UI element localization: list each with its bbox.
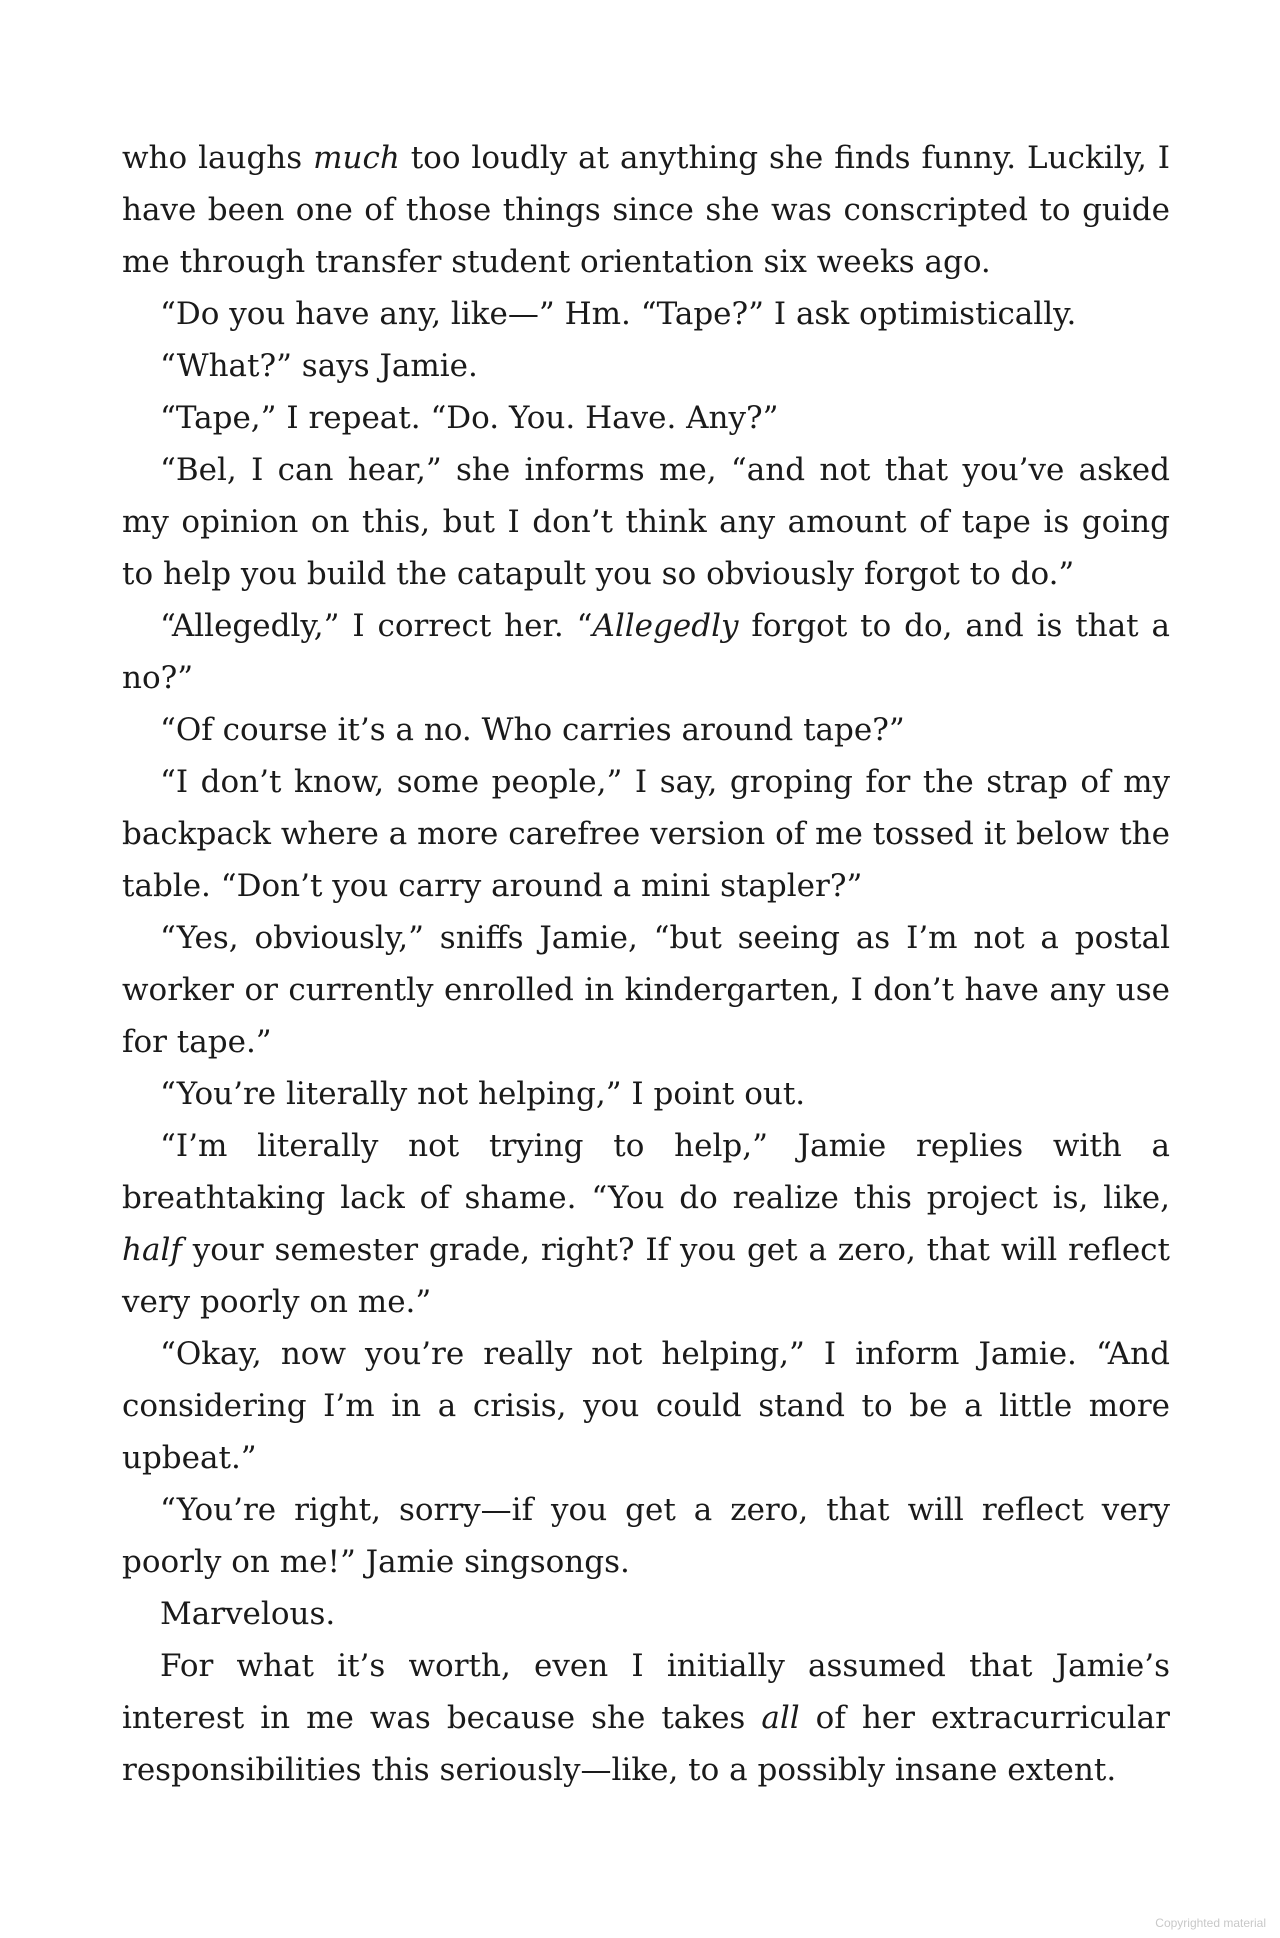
text-run: “I don’t know, some people,” I say, groping for the strap of my backpack where a more carefree version of me tossed it below the table. “Don’t you carry around a mini stapler?” bbox=[122, 764, 1170, 904]
italic-text: half bbox=[122, 1232, 182, 1268]
paragraph bbox=[122, 756, 1170, 912]
italic-text: all bbox=[761, 1700, 800, 1736]
copyright-watermark: Copyrighted material bbox=[1155, 1916, 1266, 1930]
paragraph bbox=[122, 1640, 1170, 1796]
text-run: forgot to do, and is that a no?” bbox=[122, 608, 1170, 696]
text-run: “You’re literally not helping,” I point out. bbox=[160, 1076, 806, 1112]
paragraph bbox=[122, 1484, 1170, 1588]
text-run: of her extracurricular responsibilities this seriously—like, to a possibly insane extent. bbox=[122, 1700, 1170, 1788]
paragraph bbox=[122, 1068, 1170, 1120]
paragraph bbox=[122, 132, 1170, 288]
book-page-text bbox=[122, 132, 1170, 1796]
text-run: “Yes, obviously,” sniffs Jamie, “but seeing as I’m not a postal worker or currently enrolled in kindergarten, I don’t have any use for tape.” bbox=[122, 920, 1170, 1060]
paragraph bbox=[122, 704, 1170, 756]
paragraph bbox=[122, 444, 1170, 600]
text-run: “What?” says Jamie. bbox=[160, 348, 478, 384]
text-run: your semester grade, right? If you get a zero, that will reflect very poorly on me.” bbox=[122, 1232, 1170, 1320]
text-run: For what it’s worth, even I initially assumed that Jamie’s interest in me was because she takes bbox=[122, 1648, 1170, 1736]
text-run: “I’m literally not trying to help,” Jamie replies with a breathtaking lack of shame. “You do realize this project is, like, bbox=[122, 1128, 1170, 1216]
text-run: “You’re right, sorry—if you get a zero, that will reflect very poorly on me!” Jamie singsongs. bbox=[122, 1492, 1170, 1580]
text-run: “Allegedly,” I correct her. “ bbox=[160, 608, 593, 644]
text-run: Marvelous. bbox=[160, 1596, 336, 1632]
paragraph bbox=[122, 340, 1170, 392]
italic-text: Allegedly bbox=[592, 608, 739, 644]
italic-text: much bbox=[313, 140, 400, 176]
text-run: “Bel, I can hear,” she informs me, “and not that you’ve asked my opinion on this, but I don’t think any amount of tape is going to help you build the catapult you so obviously forgot to do.” bbox=[122, 452, 1170, 592]
paragraph bbox=[122, 1120, 1170, 1328]
text-run: who laughs bbox=[122, 140, 314, 176]
text-run: “Tape,” I repeat. “Do. You. Have. Any?” bbox=[160, 400, 779, 436]
text-run: too loudly at anything she finds funny. Luckily, I have been one of those things since she was conscripted to guide me through transfer student orientation six weeks ago. bbox=[122, 140, 1171, 280]
paragraph bbox=[122, 1328, 1170, 1484]
paragraph bbox=[122, 912, 1170, 1068]
paragraph bbox=[122, 392, 1170, 444]
text-run: “Okay, now you’re really not helping,” I inform Jamie. “And considering I’m in a crisis, you could stand to be a little more upbeat.” bbox=[122, 1336, 1170, 1476]
paragraph bbox=[122, 288, 1170, 340]
paragraph bbox=[122, 1588, 1170, 1640]
text-run: “Of course it’s a no. Who carries around tape?” bbox=[160, 712, 905, 748]
text-run: “Do you have any, like—” Hm. “Tape?” I ask optimistically. bbox=[160, 296, 1077, 332]
paragraph bbox=[122, 600, 1170, 704]
